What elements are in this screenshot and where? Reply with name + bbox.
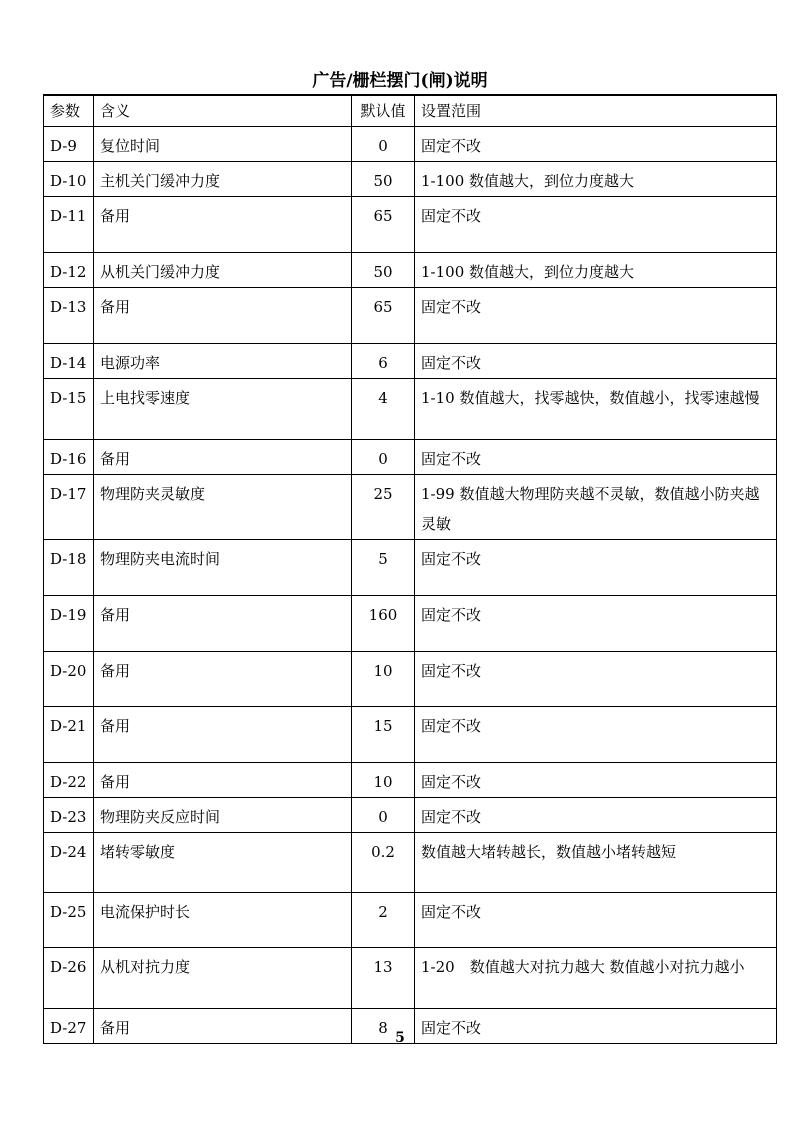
param-default: 0 xyxy=(352,440,415,475)
param-range: 固定不改 xyxy=(415,440,777,475)
param-default: 0.2 xyxy=(352,833,415,893)
param-meaning: 物理防夹反应时间 xyxy=(94,798,352,833)
table-row xyxy=(44,127,777,162)
param-range: 固定不改 xyxy=(415,540,777,596)
param-range: 1-100 数值越大，到位力度越大 xyxy=(415,253,777,288)
table-row xyxy=(44,596,777,652)
table-row xyxy=(44,440,777,475)
param-default: 2 xyxy=(352,893,415,948)
table-row xyxy=(44,948,777,1009)
param-code: D-24 xyxy=(44,833,94,893)
param-range: 固定不改 xyxy=(415,1009,777,1044)
table-row xyxy=(44,197,777,253)
param-default: 50 xyxy=(352,253,415,288)
param-code: D-26 xyxy=(44,948,94,1009)
table-row xyxy=(44,379,777,440)
table-header-row xyxy=(44,95,777,127)
param-default: 13 xyxy=(352,948,415,1009)
param-range: 1-100 数值越大，到位力度越大 xyxy=(415,162,777,197)
page-number: 5 xyxy=(395,1030,405,1046)
param-range: 固定不改 xyxy=(415,596,777,652)
param-code: D-10 xyxy=(44,162,94,197)
param-default: 5 xyxy=(352,540,415,596)
param-default: 6 xyxy=(352,344,415,379)
param-range: 1-10 数值越大，找零越快，数值越小，找零速越慢 xyxy=(415,379,777,440)
param-code: D-21 xyxy=(44,707,94,763)
param-code: D-11 xyxy=(44,197,94,253)
param-code: D-18 xyxy=(44,540,94,596)
param-default: 25 xyxy=(352,475,415,540)
param-range: 固定不改 xyxy=(415,127,777,162)
param-code: D-22 xyxy=(44,763,94,798)
param-code: D-9 xyxy=(44,127,94,162)
table-row xyxy=(44,475,777,540)
param-code: D-20 xyxy=(44,652,94,707)
param-range: 1-20 数值越大对抗力越大 数值越小对抗力越小 xyxy=(415,948,777,1009)
param-meaning: 备用 xyxy=(94,763,352,798)
param-meaning: 电流保护时长 xyxy=(94,893,352,948)
header-code: 参数 xyxy=(44,95,94,127)
page-title: 广告/栅栏摆门(闸)说明 xyxy=(312,71,488,91)
param-range: 数值越大堵转越长，数值越小堵转越短 xyxy=(415,833,777,893)
header-range: 设置范围 xyxy=(415,95,777,127)
param-code: D-12 xyxy=(44,253,94,288)
parameter-table xyxy=(43,94,777,1044)
table-row xyxy=(44,540,777,596)
param-range: 固定不改 xyxy=(415,197,777,253)
param-code: D-25 xyxy=(44,893,94,948)
param-meaning: 复位时间 xyxy=(94,127,352,162)
table-row xyxy=(44,162,777,197)
table-row xyxy=(44,253,777,288)
param-default: 10 xyxy=(352,652,415,707)
param-meaning: 上电找零速度 xyxy=(94,379,352,440)
param-meaning: 备用 xyxy=(94,596,352,652)
param-range: 固定不改 xyxy=(415,798,777,833)
param-code: D-16 xyxy=(44,440,94,475)
param-default: 8 xyxy=(352,1009,415,1044)
table-row xyxy=(44,893,777,948)
table-row xyxy=(44,288,777,344)
param-meaning: 备用 xyxy=(94,197,352,253)
table-row xyxy=(44,763,777,798)
table-row xyxy=(44,833,777,893)
table-row xyxy=(44,344,777,379)
param-meaning: 从机对抗力度 xyxy=(94,948,352,1009)
param-meaning: 备用 xyxy=(94,288,352,344)
param-meaning: 备用 xyxy=(94,1009,352,1044)
param-range: 固定不改 xyxy=(415,893,777,948)
param-range: 1-99 数值越大物理防夹越不灵敏，数值越小防夹越灵敏 xyxy=(415,475,777,540)
param-code: D-15 xyxy=(44,379,94,440)
param-range: 固定不改 xyxy=(415,707,777,763)
param-meaning: 主机关门缓冲力度 xyxy=(94,162,352,197)
param-meaning: 堵转零敏度 xyxy=(94,833,352,893)
param-meaning: 物理防夹灵敏度 xyxy=(94,475,352,540)
param-meaning: 备用 xyxy=(94,440,352,475)
header-meaning: 含义 xyxy=(94,95,352,127)
param-code: D-23 xyxy=(44,798,94,833)
param-range: 固定不改 xyxy=(415,763,777,798)
param-default: 65 xyxy=(352,197,415,253)
table-row xyxy=(44,798,777,833)
param-code: D-14 xyxy=(44,344,94,379)
param-default: 160 xyxy=(352,596,415,652)
param-default: 15 xyxy=(352,707,415,763)
param-meaning: 电源功率 xyxy=(94,344,352,379)
param-default: 0 xyxy=(352,127,415,162)
param-range: 固定不改 xyxy=(415,344,777,379)
param-code: D-19 xyxy=(44,596,94,652)
param-default: 50 xyxy=(352,162,415,197)
table-row xyxy=(44,707,777,763)
param-range: 固定不改 xyxy=(415,288,777,344)
param-meaning: 从机关门缓冲力度 xyxy=(94,253,352,288)
param-default: 0 xyxy=(352,798,415,833)
param-meaning: 备用 xyxy=(94,652,352,707)
table-row xyxy=(44,652,777,707)
param-meaning: 备用 xyxy=(94,707,352,763)
param-range: 固定不改 xyxy=(415,652,777,707)
header-default: 默认值 xyxy=(352,95,415,127)
param-code: D-13 xyxy=(44,288,94,344)
param-meaning: 物理防夹电流时间 xyxy=(94,540,352,596)
param-default: 10 xyxy=(352,763,415,798)
param-default: 65 xyxy=(352,288,415,344)
param-default: 4 xyxy=(352,379,415,440)
param-code: D-27 xyxy=(44,1009,94,1044)
param-code: D-17 xyxy=(44,475,94,540)
